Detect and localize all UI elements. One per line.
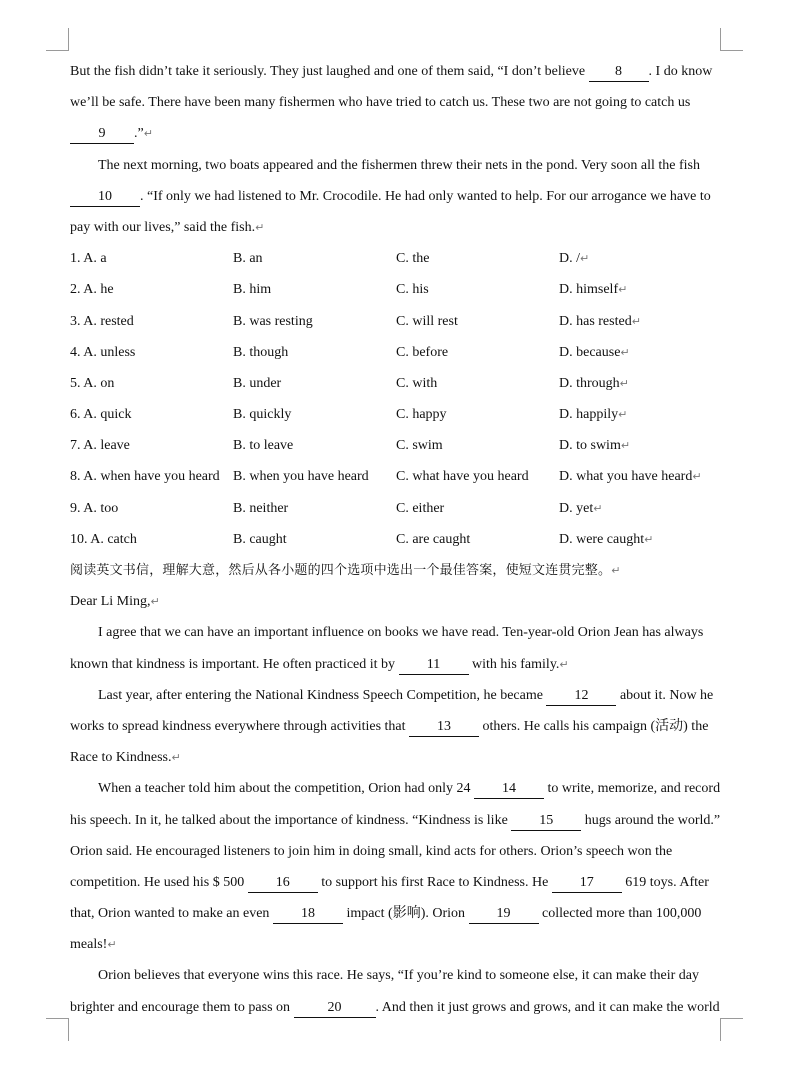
story-line: we’ll be safe. There have been many fishermen who have tried to catch us. These two are not going to catch us	[70, 95, 691, 111]
crop-mark-top-right	[720, 28, 743, 51]
letter-line: Orion believes that everyone wins this race. He says, “If you’re kind to someone else, it can make their day	[98, 968, 700, 984]
blank-17: 17	[552, 874, 622, 893]
letter-line: that, Orion wanted to make an even 18 impact (影响). Orion 19 collected more than 100,000	[70, 898, 722, 929]
story-line: But the fish didn’t take it seriously. They just laughed and one of them said, “I don’t believe 8 . I do know	[70, 56, 722, 87]
letter-line: Orion said. He encouraged listeners to join him in doing small, kind acts for others. Orion’s speech won the	[70, 843, 673, 859]
blank-12: 12	[546, 687, 616, 706]
section-instruction: 阅读英文书信，理解大意，然后从各小题的四个选项中选出一个最佳答案，使短文连贯完整。↵	[70, 563, 621, 578]
option-row: 2. A. he B. him C. his D. himself↵	[70, 282, 628, 298]
story-line: 10 . “If only we had listened to Mr. Crocodile. He had only wanted to help. For our arrogance we have to	[70, 181, 722, 212]
story-line: The next morning, two boats appeared and the fishermen threw their nets in the pond. Very soon all the fish	[98, 157, 700, 173]
blank-20: 20	[294, 999, 376, 1018]
letter-line: Last year, after entering the National Kindness Speech Competition, he became 12 about it. Now he	[70, 680, 722, 711]
letter-line: When a teacher told him about the competition, Orion had only 24 14 to write, memorize, and record	[70, 773, 722, 804]
letter-line: I agree that we can have an important influence on books we have read. Ten-year-old Orion Jean has always	[98, 625, 704, 641]
option-row: 7. A. leave B. to leave C. swim D. to swim↵	[70, 438, 631, 454]
blank-9: 9	[70, 125, 134, 144]
letter-salutation: Dear Li Ming,↵	[70, 594, 160, 610]
letter-line: meals!↵	[70, 937, 117, 953]
story-line: 9 .”↵	[70, 118, 722, 149]
crop-mark-bottom-right	[720, 1018, 743, 1041]
options-list	[70, 243, 722, 555]
letter-line: his speech. In it, he talked about the importance of kindness. “Kindness is like 15 hugs around the world.”	[70, 805, 722, 836]
option-row: 8. A. when have you heard B. when you have heard C. what have you heard D. what you have heard↵	[70, 469, 702, 485]
letter-line: known that kindness is important. He often practiced it by 11 with his family.↵	[70, 649, 722, 680]
blank-11: 11	[399, 656, 469, 675]
letter-line: competition. He used his $ 500 16 to support his first Race to Kindness. He 17 619 toys. After	[70, 867, 722, 898]
crop-mark-top-left	[46, 28, 69, 51]
blank-19: 19	[469, 905, 539, 924]
blank-16: 16	[248, 874, 318, 893]
option-row: 9. A. too B. neither C. either D. yet↵	[70, 500, 603, 516]
option-row: 10. A. catch B. caught C. are caught D. were caught↵	[70, 531, 654, 547]
blank-15: 15	[511, 812, 581, 831]
blank-14: 14	[474, 780, 544, 799]
blank-10: 10	[70, 188, 140, 207]
letter-line: brighter and encourage them to pass on 20 . And then it just grows and grows, and it can make the world	[70, 992, 722, 1023]
option-row: 1. A. a B. an C. the D. /↵	[70, 251, 590, 267]
crop-mark-bottom-left	[46, 1018, 69, 1041]
blank-8: 8	[589, 63, 649, 82]
option-row: 3. A. rested B. was resting C. will rest D. has rested↵	[70, 313, 641, 329]
blank-18: 18	[273, 905, 343, 924]
letter-line: Race to Kindness.↵	[70, 750, 181, 766]
blank-13: 13	[409, 718, 479, 737]
story-line: pay with our lives,” said the fish.↵	[70, 219, 265, 235]
option-row: 5. A. on B. under C. with D. through↵	[70, 375, 629, 391]
option-row: 4. A. unless B. though C. before D. because↵	[70, 344, 630, 360]
document-page	[70, 56, 722, 1023]
option-row: 6. A. quick B. quickly C. happy D. happily↵	[70, 407, 628, 423]
letter-line: works to spread kindness everywhere through activities that 13 others. He calls his campaign (活动) the	[70, 711, 722, 742]
